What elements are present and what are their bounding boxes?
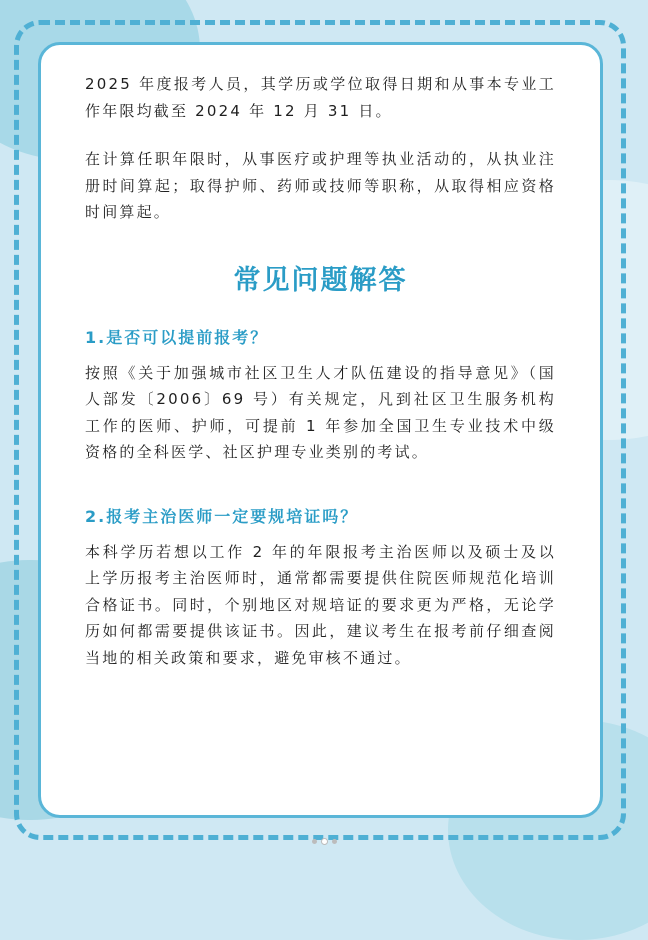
faq-answer-2: 本科学历若想以工作 2 年的年限报考主治医师以及硕士及以上学历报考主治医师时，通常都需要提供住院医师规范化培训合格证书。同时，个别地区对规培证的要求更为严格，无论学历如何都需要提供该证书。因此，建议考生在报考前仔细查阅当地的相关政策和要求，避免审核不通过。 <box>85 542 556 667</box>
faq-question-2: 2.报考主治医师一定要规培证吗？ <box>85 506 359 526</box>
page-dot[interactable] <box>312 839 317 844</box>
content-card <box>38 42 603 818</box>
page-dot[interactable] <box>332 839 337 844</box>
faq-question-1: 1.是否可以提前报考？ <box>85 327 269 347</box>
section-title: 常见问题解答 <box>233 264 408 296</box>
page-dot-active[interactable] <box>322 839 327 844</box>
intro-paragraph-1: 2025 年度报考人员，其学历或学位取得日期和从事本专业工作年限均截至 2024 年 12 月 31 日。 <box>85 75 556 120</box>
pagination-dots[interactable] <box>0 839 648 844</box>
faq-answer-1: 按照《关于加强城市社区卫生人才队伍建设的指导意见》（国人部发〔2006〕69 号）有关规定，凡到社区卫生服务机构工作的医师、护师，可提前 1 年参加全国卫生专业技术中级资格的全科医学、社区护理专业类别的考试。 <box>85 363 556 461</box>
intro-paragraph-2: 在计算任职年限时，从事医疗或护理等执业活动的，从执业注册时间算起；取得护师、药师或技师等职称，从取得相应资格时间算起。 <box>85 150 556 221</box>
